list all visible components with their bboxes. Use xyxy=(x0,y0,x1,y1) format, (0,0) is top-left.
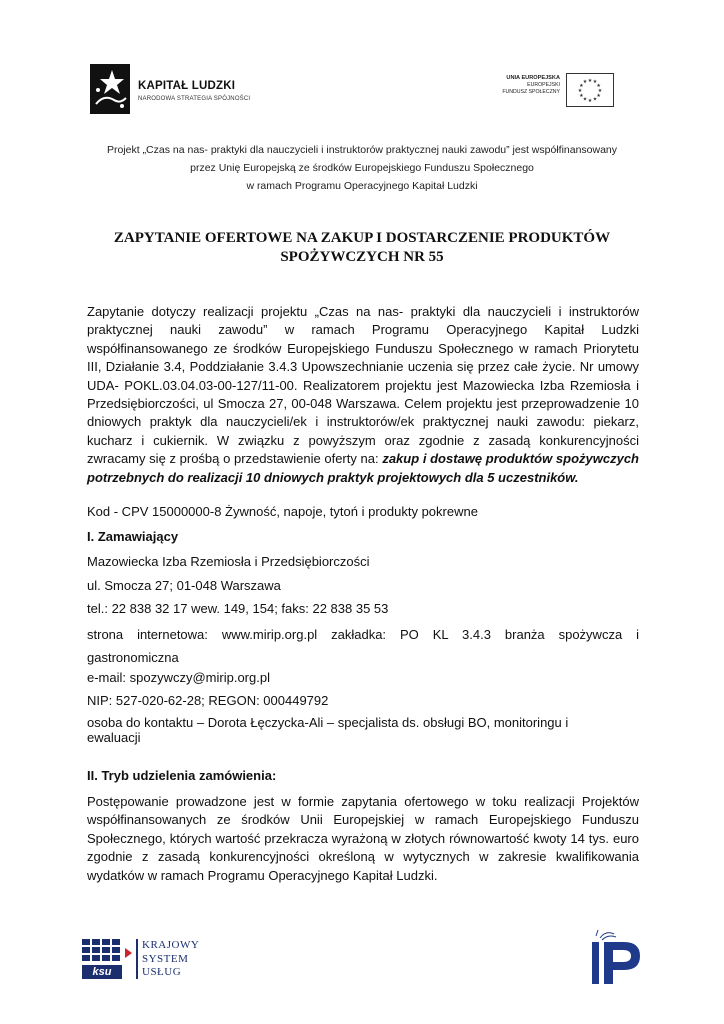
eu-star-icon: ★ xyxy=(579,82,584,89)
cpv-code: Kod - CPV 15000000-8 Żywność, napoje, tytoń i produkty pokrewne xyxy=(87,504,478,519)
eu-star-icon: ★ xyxy=(577,87,583,94)
ksu-divider xyxy=(136,939,138,979)
eu-star-icon: ★ xyxy=(582,96,588,103)
section2-heading: II. Tryb udzielenia zamówienia: xyxy=(87,768,277,783)
eu-star-icon: ★ xyxy=(587,77,593,84)
kapital-ludzki-subtitle: NARODOWA STRATEGIA SPÓJNOŚCI xyxy=(138,96,251,102)
project-header xyxy=(60,141,664,195)
kapital-ludzki-star-icon xyxy=(90,64,130,114)
project-line: Projekt „Czas na nas- praktyki dla nauczycieli i instruktorów praktycznej nauki zawodu” jest współfinansowany xyxy=(106,144,618,156)
contact-person: osoba do kontaktu – Dorota Łęczycka-Ali – specjalista ds. obsługi BO, monitoringu i ewaluacji xyxy=(87,715,569,745)
ksu-arrow-icon xyxy=(125,948,132,958)
intro-text: Zapytanie dotyczy realizacji projektu „Czas na nas- praktyki dla nauczycieli i instruktorów praktycznej nauki zawodu” w ramach Programu Operacyjnego Kapitał Ludzki współfinansowanego ze środków Europejskiego Funduszu Społecznego w ramach Priorytetu III, Działanie 3.4, Poddziałanie 3.4.3 Upowszechnianie uczenia się przez całe życie. Nr umowy UDA- POKL.03.04.03-00-127/11-00. Realizatorem projektu jest Mazowiecka Izba Rzemiosła i Przedsiębiorczości, ul Smocza 27, 00-048 Warszawa. Celem projektu jest przeprowadzenie 10 dniowych praktyk dla nauczycieli/ek i instruktorów/ek praktycznej nauki zawodu: piekarz, kucharz i cukiernik. W związku z powyższym oraz zgodnie z zasadą konkurencyjności zwracamy się z prośbą o przedstawienie oferty na: xyxy=(87,304,639,467)
eu-star-icon: ★ xyxy=(579,92,584,99)
ksu-abbr: ksu xyxy=(82,965,122,979)
document-title xyxy=(60,229,664,267)
ksu-line3: USŁUG xyxy=(142,966,182,978)
eu-star-icon: ★ xyxy=(592,96,598,103)
ksu-logo xyxy=(82,939,202,981)
orderer-nip: NIP: 527-020-62-28; REGON: 000449792 xyxy=(87,693,329,708)
intro-paragraph xyxy=(87,303,639,487)
project-line: przez Unię Europejską ze środków Europejskiego Funduszu Społecznego xyxy=(190,162,534,174)
ksu-line1: KRAJOWY xyxy=(142,939,200,951)
eu-star-icon: ★ xyxy=(597,87,603,94)
eu-logo xyxy=(490,73,614,109)
eu-logo-line3: FUNDUSZ SPOŁECZNY xyxy=(502,89,560,95)
orderer-address: ul. Smocza 27; 01-048 Warszawa xyxy=(87,578,281,593)
eu-star-icon: ★ xyxy=(582,79,588,86)
orderer-phone: tel.: 22 838 32 17 wew. 149, 154; faks: 22 838 35 53 xyxy=(87,601,389,616)
eu-star-icon: ★ xyxy=(596,92,601,99)
ksu-line2: SYSTEM xyxy=(142,952,189,965)
kapital-ludzki-title: KAPITAŁ LUDZKI xyxy=(138,80,236,92)
section1-heading: I. Zamawiający xyxy=(87,529,179,544)
section2-text: Postępowanie prowadzone jest w formie zapytania ofertowego w toku realizacji Projektów współfinansowanych ze środków Unii Europejskiej w ramach Europejskiego Funduszu Społecznego, których wartość przekracza wyrażoną w złotych równowartość kwoty 14 tys. euro zgodnie z zasadą konkurencyjności określoną w wytycznych w zakresie kwalifikowania wydatków w ramach Programu Operacyjnego Kapitał Ludzki. xyxy=(87,794,639,883)
eu-star-icon: ★ xyxy=(587,97,593,104)
project-line: w ramach Programu Operacyjnego Kapitał Ludzki xyxy=(246,180,478,192)
intro-emphasis: zakup i dostawę produktów spożywczych potrzebnych do realizacji 10 dniowych praktyk projektowych dla 5 uczestników. xyxy=(87,451,639,485)
eu-star-icon: ★ xyxy=(592,79,598,86)
ksu-text xyxy=(142,939,199,980)
eu-logo-line2: EUROPEJSKI xyxy=(527,82,560,88)
ksu-grid-icon xyxy=(82,939,122,963)
document-title-line1: ZAPYTANIE OFERTOWE NA ZAKUP I DOSTARCZENIE PRODUKTÓW xyxy=(113,230,611,246)
orderer-email: e-mail: spozywczy@mirip.org.pl xyxy=(87,670,270,685)
irp-logo-icon xyxy=(586,928,646,986)
kapital-ludzki-logo xyxy=(88,62,258,118)
eu-flag-icon xyxy=(566,73,614,107)
eu-logo-line1: UNIA EUROPEJSKA xyxy=(506,75,560,81)
eu-star-icon: ★ xyxy=(596,82,601,89)
orderer-website: strona internetowa: www.mirip.org.pl zakładka: PO KL 3.4.3 branża spożywcza i gastronomiczna xyxy=(87,627,639,665)
document-title-line2: SPOŻYWCZYCH NR 55 xyxy=(280,249,444,265)
eu-logo-text xyxy=(502,75,560,96)
orderer-name: Mazowiecka Izba Rzemiosła i Przedsiębiorczości xyxy=(87,554,370,569)
